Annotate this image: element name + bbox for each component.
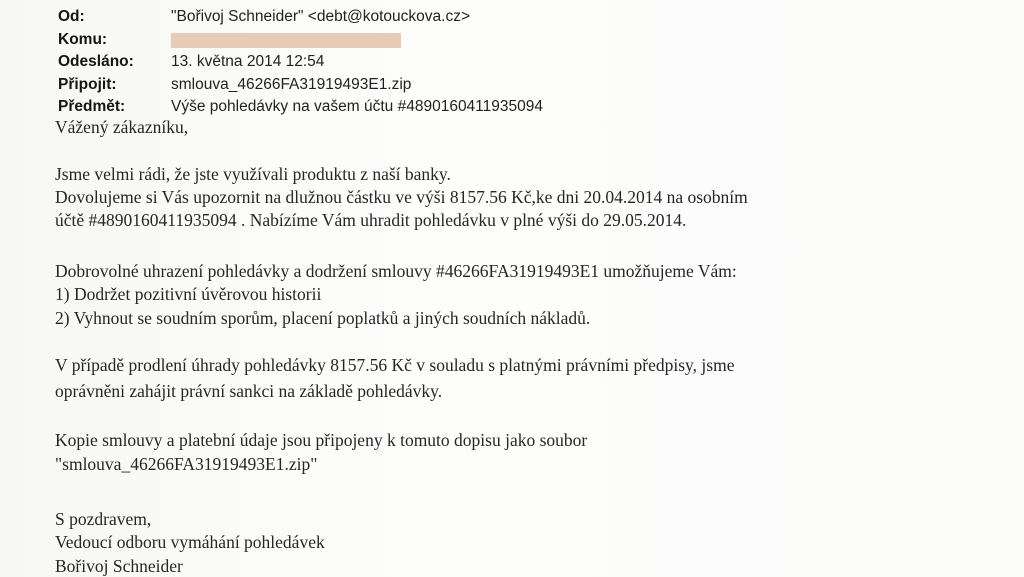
closing: S pozdravem, <box>55 509 152 529</box>
redacted-recipient <box>171 33 401 48</box>
email-header <box>58 6 543 119</box>
subject-value: Výše pohledávky na vašem účtu #4890160411935094 <box>171 98 543 115</box>
attach-value: smlouva_46266FA31919493E1.zip <box>171 75 412 93</box>
paragraph-1-line-3: účtě #4890160411935094 . Nabízíme Vám uhradit pohledávku v plné výši do 29.05.2014. <box>55 210 687 230</box>
subject-label: Předmět: <box>58 98 126 115</box>
paragraph-3-line-2: oprávněni zahájit právní sankci na základě pohledávky. <box>55 381 443 401</box>
from-row <box>58 6 543 29</box>
to-label: Komu: <box>58 30 108 48</box>
from-label: Od: <box>58 8 85 25</box>
paragraph-3-line-1: V případě prodlení úhrady pohledávky 8157.56 Kč v souladu s platnými právními předpisy, jsme <box>55 355 735 375</box>
paragraph-4-line-1: Kopie smlouvy a platební údaje jsou připojeny k tomuto dopisu jako soubor <box>55 430 588 450</box>
paragraph-2-line-3: 2) Vyhnout se soudním sporům, placení poplatků a jiných soudních nákladů. <box>55 308 591 328</box>
paragraph-2-line-2: 1) Dodržet pozitivní úvěrovou historii <box>55 284 322 304</box>
greeting: Vážený zákazníku, <box>55 117 189 137</box>
paragraph-2-line-1: Dobrovolné uhrazení pohledávky a dodržení smlouvy #46266FA31919493E1 umožňujeme Vám: <box>55 261 737 281</box>
sent-value: 13. května 2014 12:54 <box>171 53 325 70</box>
paragraph-1-line-2: Dovolujeme si Vás upozornit na dlužnou částku ve výši 8157.56 Kč,ke dni 20.04.2014 na osobním <box>55 187 748 207</box>
attachment-filename: "smlouva_46266FA31919493E1.zip" <box>55 454 318 474</box>
attach-label: Připojit: <box>58 75 117 93</box>
paragraph-1-line-1: Jsme velmi rádi, že jste využívali produktu z naší banky. <box>55 164 451 184</box>
signature-title: Vedoucí odboru vymáhání pohledávek <box>55 532 325 552</box>
from-value: "Bořivoj Schneider" <debt@kotouckova.cz> <box>171 8 471 25</box>
attach-row <box>58 74 543 97</box>
subject-row <box>58 96 543 119</box>
sent-row <box>58 51 543 74</box>
to-row <box>58 29 543 52</box>
signature-name: Bořivoj Schneider <box>55 556 183 576</box>
sent-label: Odesláno: <box>58 53 134 70</box>
